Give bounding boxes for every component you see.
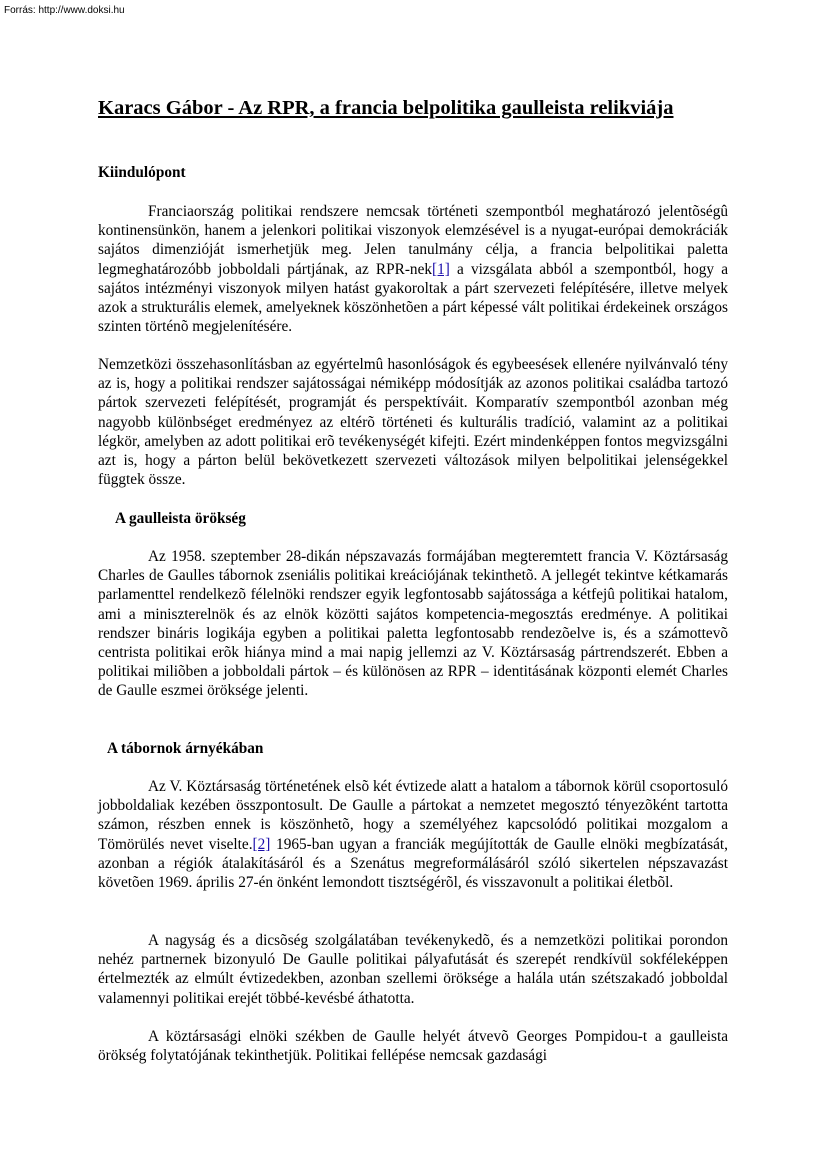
section-heading-gaulleista-orokseg: A gaulleista örökség <box>115 510 246 527</box>
paragraph-4 <box>98 777 728 892</box>
paragraph-1-text-a: Franciaország politikai rendszere nemcsak történeti szempontból meghatározó jelentõségû kontinensünkön, hanem a jelenkori politikai viszonyok elemzésével is a nyugat-európai demokráciák sajátos dimenzióját ismerhetjük meg. Jelen tanulmány célja, a francia belpolitikai paletta legmeghatározóbb jobboldali pártjának, az RPR-nek <box>98 203 728 278</box>
footnote-link-1[interactable]: [1] <box>432 260 450 278</box>
paragraph-1-text-b: a vizsgálata abból a szempontból, hogy a sajátos intézményi viszonyok milyen hatást gyakoroltak a párt szervezeti felépítésére, illetve melyek azok a strukturális elemek, amelyeknek köszönhetõen a párt képessé vált politikai érdekeinek országos szinten történõ megjelenítésére. <box>98 260 728 336</box>
paragraph-3: Az 1958. szeptember 28-dikán népszavazás formájában megteremtett francia V. Köztársaság Charles de Gaulles tábornok zseniális politikai kreációjának tekinthetõ. A jellegét tekintve kétkamarás parlamenttel rendelkezõ félelnöki rendszer egyik legfontosabb sajátossága a kétfejû politikai hatalom, ami a miniszterelnök és az elnök közötti sajátos kompetencia-megosztás eredménye. A politikai rendszer bináris logikája egyben a politikai paletta legfontosabb rendezõelve is, és a számottevõ centrista politikai erõk hiánya mind a mai napig jellemzi az V. Köztársaság pártrendszerét. Ebben a politikai miliõben a jobboldali pártok – és különösen az RPR – identitásának központi elemét Charles de Gaulle eszmei öröksége jelenti. <box>98 548 728 700</box>
section-heading-kiindulopont: Kiindulópont <box>98 164 186 181</box>
footnote-link-2[interactable]: [2] <box>252 835 271 853</box>
paragraph-6: A köztársasági elnöki székben de Gaulle helyét átvevõ Georges Pompidou-t a gaulleista örökség folytatójának tekinthetjük. Politikai fellépése nemcsak gazdasági <box>98 1028 728 1065</box>
paragraph-2: Nemzetközi összehasonlításban az egyértelmû hasonlóságok és egybeesések ellenére nyilvánvaló tény az is, hogy a politikai rendszer sajátosságai némiképp módosítják az azonos politikai családba tartozó pártok szervezeti felépítését, programját és perspektíváit. Komparatív szempontból azonban még nagyobb különbséget eredményez az eltérõ történeti és kulturális tradíció, valamint az a politikai légkör, amelyben az adott politikai erõ tevékenységét kifejti. Ezért mindenképpen fontos megvizsgálni azt is, hogy a párton belül bekövetkezett szervezeti változások milyen belpolitikai jelenségekkel függtek össze. <box>98 356 728 489</box>
paragraph-1 <box>98 202 728 336</box>
document-title: Karacs Gábor - Az RPR, a francia belpolitika gaulleista relikviája <box>98 97 674 119</box>
source-line: Forrás: http://www.doksi.hu <box>4 5 125 16</box>
paragraph-4-text-a: Az V. Köztársaság történetének elsõ két évtizede alatt a hatalom a tábornok körül csoportosuló jobboldaliak kezében összpontosult. De Gaulle a pártokat a nemzetet megosztó tényezõként tartotta számon, részben ennek is köszönhetõ, hogy a személyéhez kapcsolódó politikai mozgalom a Tömörülés nevet viselte. <box>98 778 728 853</box>
section-heading-tabornok-arnyekaban: A tábornok árnyékában <box>107 740 264 757</box>
paragraph-5: A nagyság és a dicsõség szolgálatában tevékenykedõ, és a nemzetközi politikai porondon nehéz partnernek bizonyuló De Gaulle politikai pályafutását és szerepét rendkívül sokféleképpen értelmezték az elmúlt évtizedekben, azonban szellemi öröksége a halála után szétszakadó jobboldal valamennyi politikai erejét többé-kevésbé áthatotta. <box>98 932 728 1007</box>
paragraph-4-text-b: 1965-ban ugyan a franciák megújították de Gaulle elnöki megbízatását, azonban a régiók átalakításáról és a Szenátus megreformálásáról szóló sikertelen népszavazást követõen 1969. április 27-én önként lemondott tisztségérõl, és visszavonult a politikai életbõl. <box>98 835 729 892</box>
